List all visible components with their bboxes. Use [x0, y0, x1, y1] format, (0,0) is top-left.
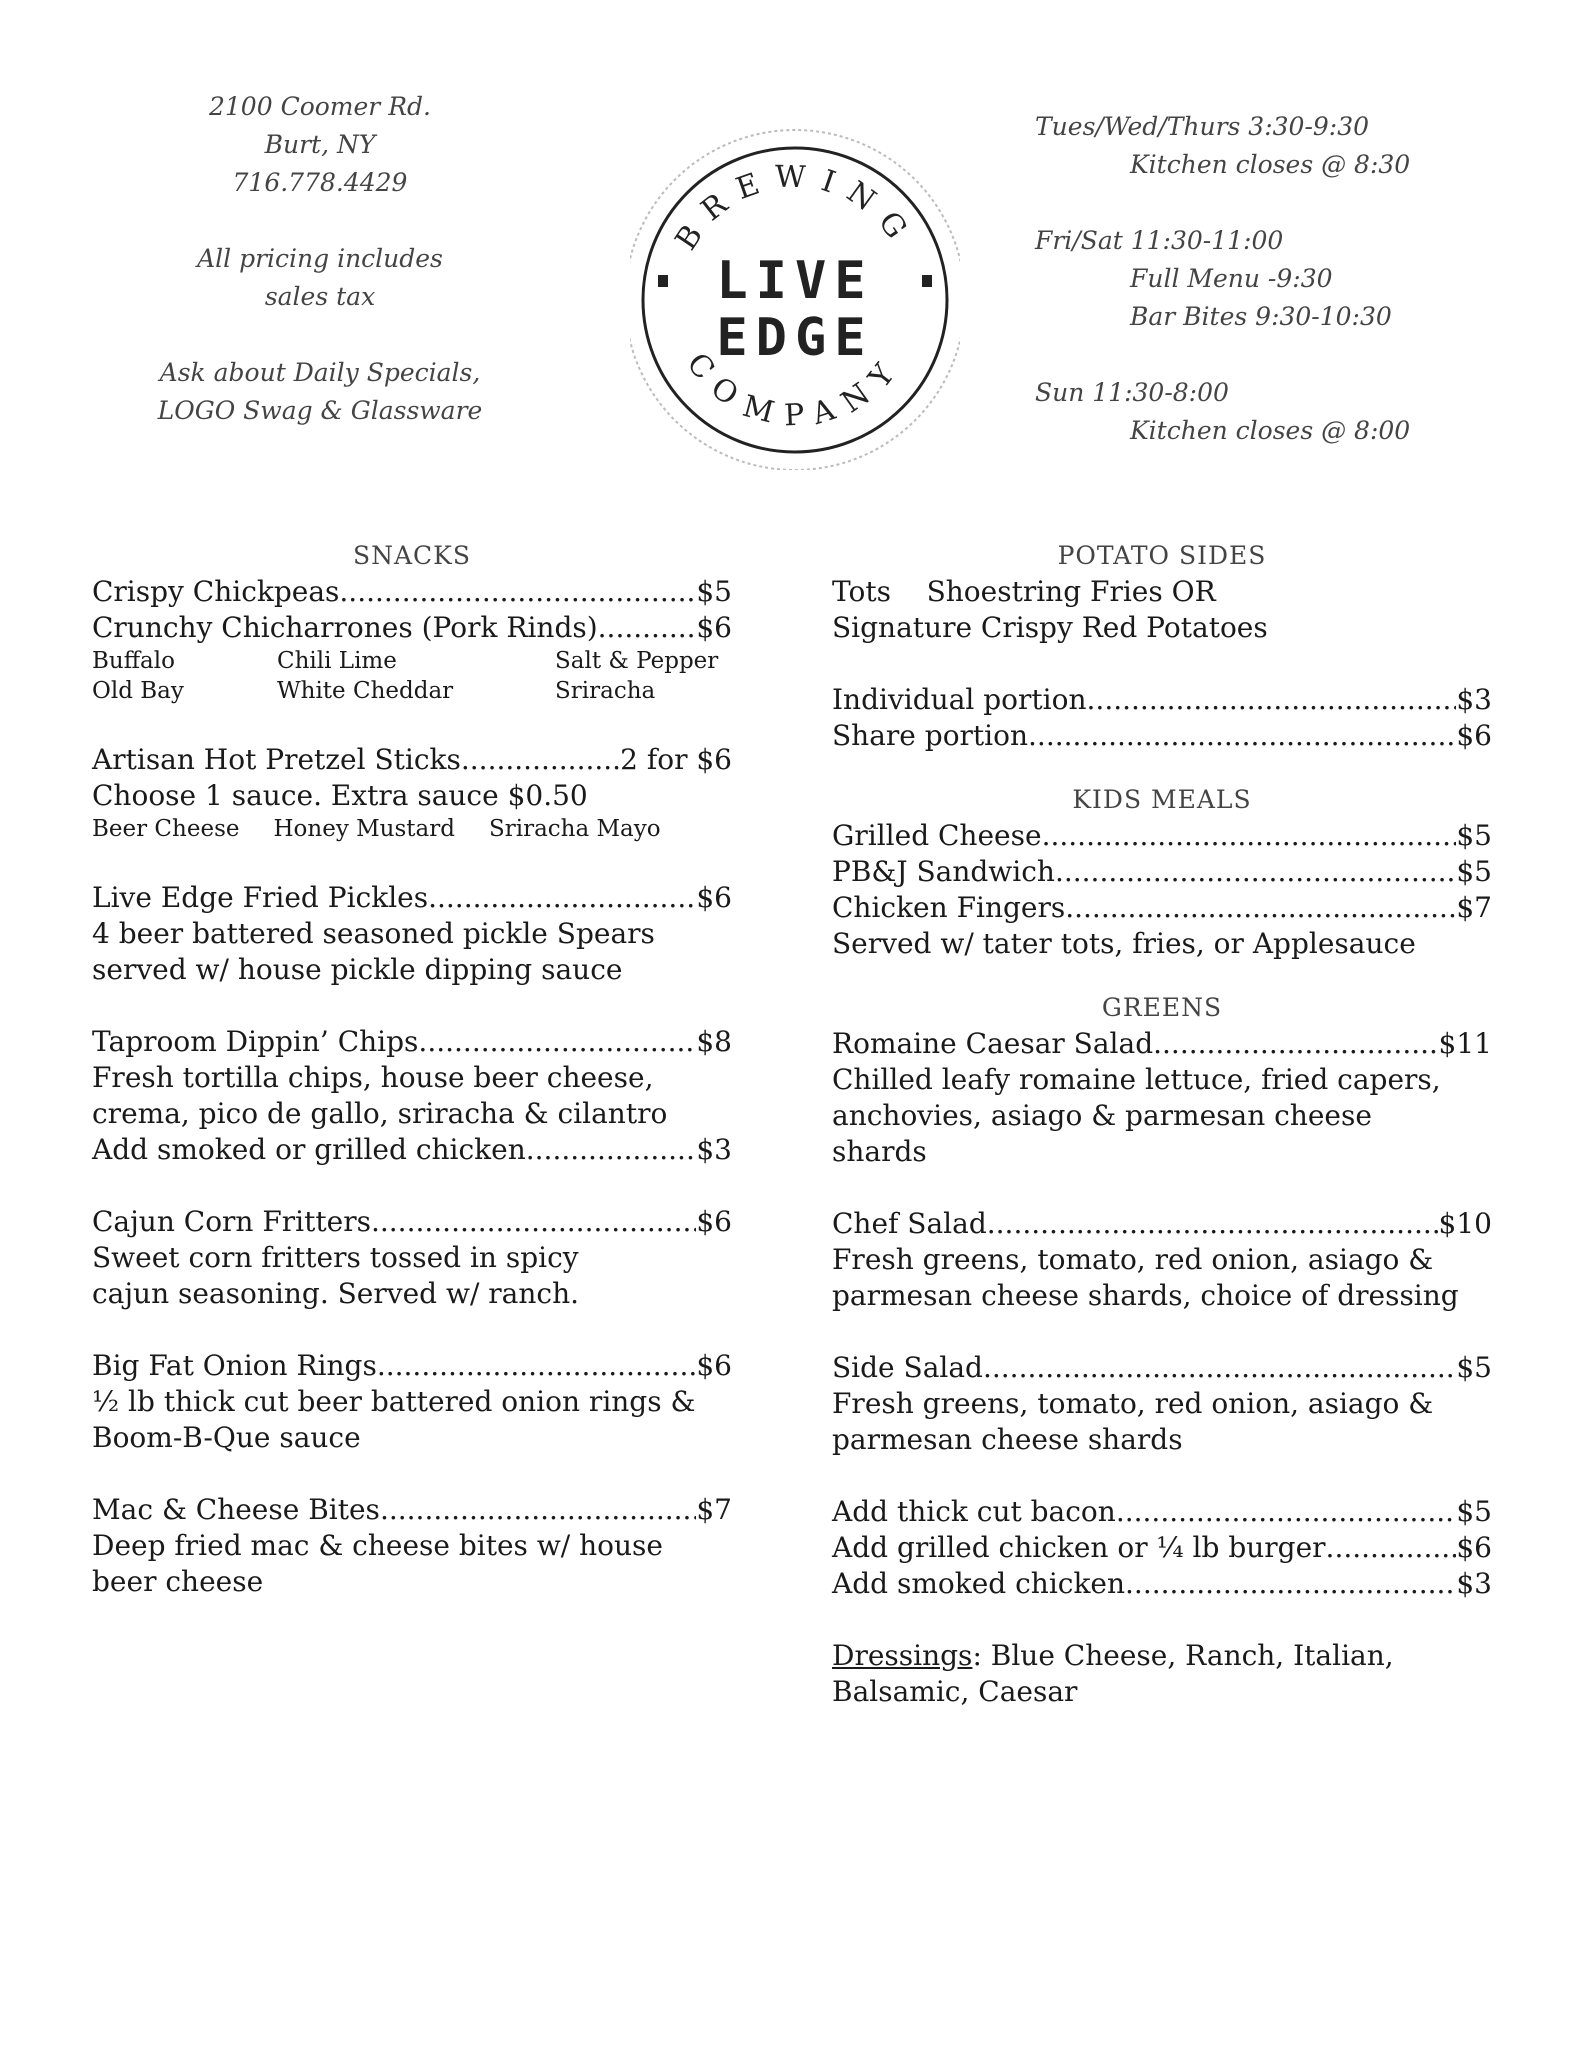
side-desc-2: parmesan cheese shards	[832, 1423, 1183, 1456]
menu-item-chips: Taproom Dippin’ Chips ..... $8	[92, 1024, 732, 1060]
address-city: Burt, NY	[264, 130, 376, 159]
price: $6	[1456, 1531, 1492, 1564]
pickles-desc-1: 4 beer battered seasoned pickle Spears	[92, 917, 655, 950]
menu-item-share-portion: Share portion ..... $6	[832, 718, 1492, 754]
logo-bottom-arc: COMPANY	[679, 346, 911, 435]
price: $5	[1456, 819, 1492, 852]
section-heading-potato-sides: POTATO SIDES	[1057, 541, 1267, 570]
dressings-list: : Blue Cheese, Ranch, Italian,	[972, 1639, 1394, 1672]
price: $7	[1456, 891, 1492, 924]
section-heading-greens: GREENS	[1101, 993, 1223, 1022]
logo-top-arc: BREWING	[668, 159, 922, 257]
chips-desc-2: crema, pico de gallo, sriracha & cilantro	[92, 1097, 668, 1130]
ask-note-line1: Ask about Daily Specials,	[159, 358, 481, 387]
price: 2 for $6	[620, 743, 732, 776]
menu-item-fritters: Cajun Corn Fritters ..... $6	[92, 1204, 732, 1240]
price: $6	[696, 1349, 732, 1382]
menu-item-pbj: PB&J Sandwich ..... $5	[832, 854, 1492, 890]
chips-desc-1: Fresh tortilla chips, house beer cheese,	[92, 1061, 654, 1094]
pricing-note-line2: sales tax	[264, 282, 376, 311]
fritters-desc-2: cajun seasoning. Served w/ ranch.	[92, 1277, 580, 1310]
ask-note-line2: LOGO Swag & Glassware	[157, 396, 483, 425]
phone-number: 716.778.4429	[232, 168, 408, 197]
potato-options-1: Tots Shoestring Fries OR	[832, 575, 1216, 608]
price: $5	[1456, 1351, 1492, 1384]
caesar-desc-2: anchovies, asiago & parmesan cheese	[832, 1099, 1372, 1132]
price: $11	[1438, 1027, 1492, 1060]
hours-weekday: Tues/Wed/Thurs 3:30-9:30	[1035, 112, 1370, 141]
caesar-desc-1: Chilled leafy romaine lettuce, fried capers,	[832, 1063, 1441, 1096]
right-column	[832, 538, 1492, 1710]
opening-hours	[1035, 108, 1555, 450]
chef-desc-1: Fresh greens, tomato, red onion, asiago &	[832, 1243, 1434, 1276]
price: $5	[696, 575, 732, 608]
menu-item-grilled-cheese: Grilled Cheese ..... $5	[832, 818, 1492, 854]
logo-word-live: LIVE	[716, 251, 874, 311]
mac-desc-1: Deep fried mac & cheese bites w/ house	[92, 1529, 663, 1562]
chicharrones-flavors: Buffalo Chili Lime Salt & Pepper Old Bay White Cheddar Sriracha	[92, 648, 719, 704]
rings-desc-1: ½ lb thick cut beer battered onion rings &	[92, 1385, 696, 1418]
pretzel-desc: Choose 1 sauce. Extra sauce $0.50	[92, 779, 588, 812]
menu-item-chickpeas: Crispy Chickpeas ..... $5	[92, 574, 732, 610]
fritters-desc-1: Sweet corn fritters tossed in spicy	[92, 1241, 579, 1274]
price: $3	[1456, 683, 1492, 716]
dressings-line	[832, 1638, 1492, 1674]
menu-item-mac-bites: Mac & Cheese Bites ..... $7	[92, 1492, 732, 1528]
price: $5	[1456, 1495, 1492, 1528]
kids-note: Served w/ tater tots, fries, or Applesauce	[832, 927, 1416, 960]
price: $7	[696, 1493, 732, 1526]
hours-sunday: Sun 11:30-8:00	[1035, 378, 1229, 407]
mac-desc-2: beer cheese	[92, 1565, 264, 1598]
menu-addon-bacon: Add thick cut bacon ..... $5	[832, 1494, 1492, 1530]
hours-sunday-kitchen: Kitchen closes @ 8:00	[1130, 416, 1411, 445]
price: $6	[696, 1205, 732, 1238]
caesar-desc-3: shards	[832, 1135, 927, 1168]
price: $5	[1456, 855, 1492, 888]
menu-item-pretzel: Artisan Hot Pretzel Sticks ..... 2 for $6	[92, 742, 732, 778]
rings-desc-2: Boom-B-Que sauce	[92, 1421, 361, 1454]
hours-weekend-full: Full Menu -9:30	[1130, 264, 1333, 293]
side-desc-1: Fresh greens, tomato, red onion, asiago &	[832, 1387, 1434, 1420]
menu-item-chef-salad: Chef Salad ..... $10	[832, 1206, 1492, 1242]
price: $8	[696, 1025, 732, 1058]
hours-weekend: Fri/Sat 11:30-11:00	[1035, 226, 1284, 255]
potato-options-2: Signature Crispy Red Potatoes	[832, 611, 1268, 644]
menu-item-caesar-salad: Romaine Caesar Salad ..... $11	[832, 1026, 1492, 1062]
address-street: 2100 Coomer Rd.	[209, 92, 431, 121]
price: $6	[1456, 719, 1492, 752]
menu-item-side-salad: Side Salad ..... $5	[832, 1350, 1492, 1386]
section-heading-kids-meals: KIDS MEALS	[1072, 785, 1252, 814]
pickles-desc-2: served w/ house pickle dipping sauce	[92, 953, 623, 986]
menu-addon-smoked-chicken: Add smoked chicken ..... $3	[832, 1566, 1492, 1602]
dressings-list-2: Balsamic, Caesar	[832, 1675, 1078, 1708]
menu-addon-chicken: Add smoked or grilled chicken ..... $3	[92, 1132, 732, 1168]
header-info	[120, 88, 520, 430]
menu-item-individual-portion: Individual portion ..... $3	[832, 682, 1492, 718]
pricing-note-line1: All pricing includes	[197, 244, 443, 273]
menu-item-chicken-fingers: Chicken Fingers ..... $7	[832, 890, 1492, 926]
section-heading-snacks: SNACKS	[353, 541, 471, 570]
brewery-logo	[630, 100, 960, 470]
menu-item-onion-rings: Big Fat Onion Rings ..... $6	[92, 1348, 732, 1384]
logo-word-edge: EDGE	[716, 308, 874, 368]
hours-weekend-bar: Bar Bites 9:30-10:30	[1130, 302, 1392, 331]
dressings-label: Dressings	[832, 1639, 973, 1672]
snacks-section	[92, 538, 732, 1600]
pretzel-sauces: Beer Cheese Honey Mustard Sriracha Mayo	[92, 816, 661, 842]
price: $6	[696, 611, 732, 644]
price: $3	[696, 1133, 732, 1166]
hours-weekday-kitchen: Kitchen closes @ 8:30	[1130, 150, 1411, 179]
menu-item-pickles: Live Edge Fried Pickles ..... $6	[92, 880, 732, 916]
price: $10	[1438, 1207, 1492, 1240]
price: $3	[1456, 1567, 1492, 1600]
menu-addon-burger: Add grilled chicken or ¼ lb burger ..... $6	[832, 1530, 1492, 1566]
chef-desc-2: parmesan cheese shards, choice of dressing	[832, 1279, 1459, 1312]
price: $6	[696, 881, 732, 914]
menu-item-chicharrones: Crunchy Chicharrones (Pork Rinds) ..... $6	[92, 610, 732, 646]
